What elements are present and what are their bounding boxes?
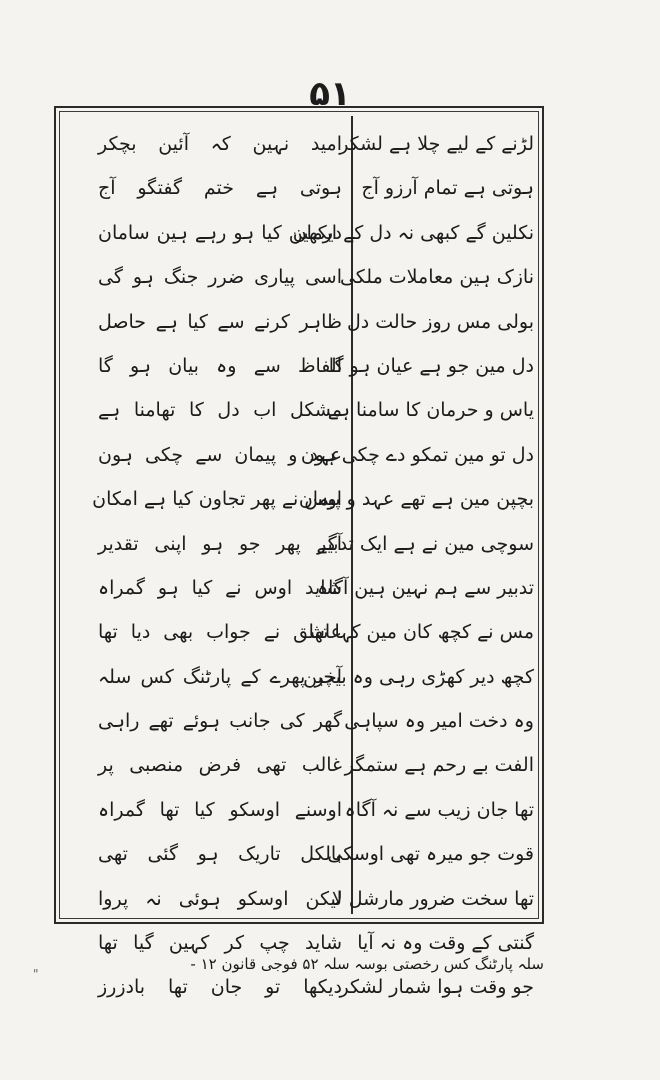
verse-line: ظاہر کرنے سے کیا ہے حاصل [98,310,342,333]
verse-line: تدبیر سے ہم نہین ہین آگاہ [317,576,534,599]
verse-line: غالب تھی فرض منصبی پر [98,754,342,777]
verse-line: آگے پھر جو ہو اپنی تقدیر [98,532,342,555]
verse-line: دیکھین کیا ہو رہے ہین سامان [98,221,342,244]
verse-line: دیکھا تو جان تھا بادزرز [98,976,342,999]
verse-line: لیکن اوسکو ہوئی نہ پروا [98,887,342,910]
verse-line: بچپن مین ہے تھے عہد و پیمان [298,488,534,511]
verse-line: ہوتی ہے ختم گفتگو آج [98,177,342,200]
verse-line: نازک ہین معاملات ملکی [339,266,534,289]
verse-line: دل تو مین تمکو دے چکی ہون [300,443,534,466]
verse-line: گھر کی جانب ہوئے تھے راہی [98,710,342,733]
verse-line: نکلین گے کبھی نہ دل کے ارمان [292,221,534,244]
verse-line: ہوتی ہے تمام آرزو آج [361,177,534,200]
verse-line: عہد و پیمان سے چکی ہون [98,443,342,466]
verse-line: شاید اوس نے کیا ہو گمراہ [98,576,342,599]
verse-line: الفت بے رحم ہے ستمگر [344,754,534,777]
verse-line: قوت جو میرہ تھی اوسکی [327,843,534,866]
verse-line: عاشق نے جواب بھی دیا تھا [98,621,342,644]
verse-line: لڑنے کے لیے چلا ہے لشکر [339,133,534,155]
page-number: ۵۱ [309,74,351,114]
footnote: سلہ پارٹنگ کس رخصتی بوسہ سلہ ۵۲ فوجی قانون ۱۲ - [190,955,544,973]
verse-line: امید نہین کہ آئین بچکر [98,133,342,155]
verse-line: اوس نے پھر تجاون کیا ہے امکان [92,488,342,511]
verse-line: وہ دخت امیر وہ سپاہی [344,710,534,733]
verse-line: سوچی مین نے ہے ایک تدبیر [317,532,534,555]
verse-line: الفاظ سے وہ بیان ہو گا [98,354,342,377]
verse-line: گنتی کے وقت وہ نہ آیا [357,932,534,955]
verse-line: بالکل تاریک ہو گئی تھی [98,843,342,866]
verse-line: آخر پھرے کے پارٹنگ کس سلہ [98,665,342,688]
verse-line: مشکل اب دل کا تھامنا ہے [98,399,342,422]
verse-line: کچھ دیر کھڑی رہی وہ بیچین [303,665,534,688]
edge-mark: " [33,967,39,981]
verse-line: اوسنے اوسکو کیا تھا گمراہ [98,798,342,821]
verse-line: جو وقت ہوا شمار لشکر [339,976,534,999]
verse-line: یاس و حرمان کا سامنا ہے [327,399,534,422]
verse-line: اسی پیاری ضرر جنگ ہو گی [98,266,342,289]
left-column [92,122,342,1010]
verse-line: تھا سخت ضرور مارشل لا [331,887,534,910]
verse-line: تھا جان زیب سے نہ آگاہ [344,798,534,821]
verse-line: مس نے کچھ کان مین کہا تھا [308,621,534,644]
verse-line: دل مین جو ہے عیان ہو گا [328,354,534,377]
verse-line: شاید چپ کر کہین گیا تھا [98,932,342,955]
verse-line: بولی مس روز حالت دل [346,310,534,333]
